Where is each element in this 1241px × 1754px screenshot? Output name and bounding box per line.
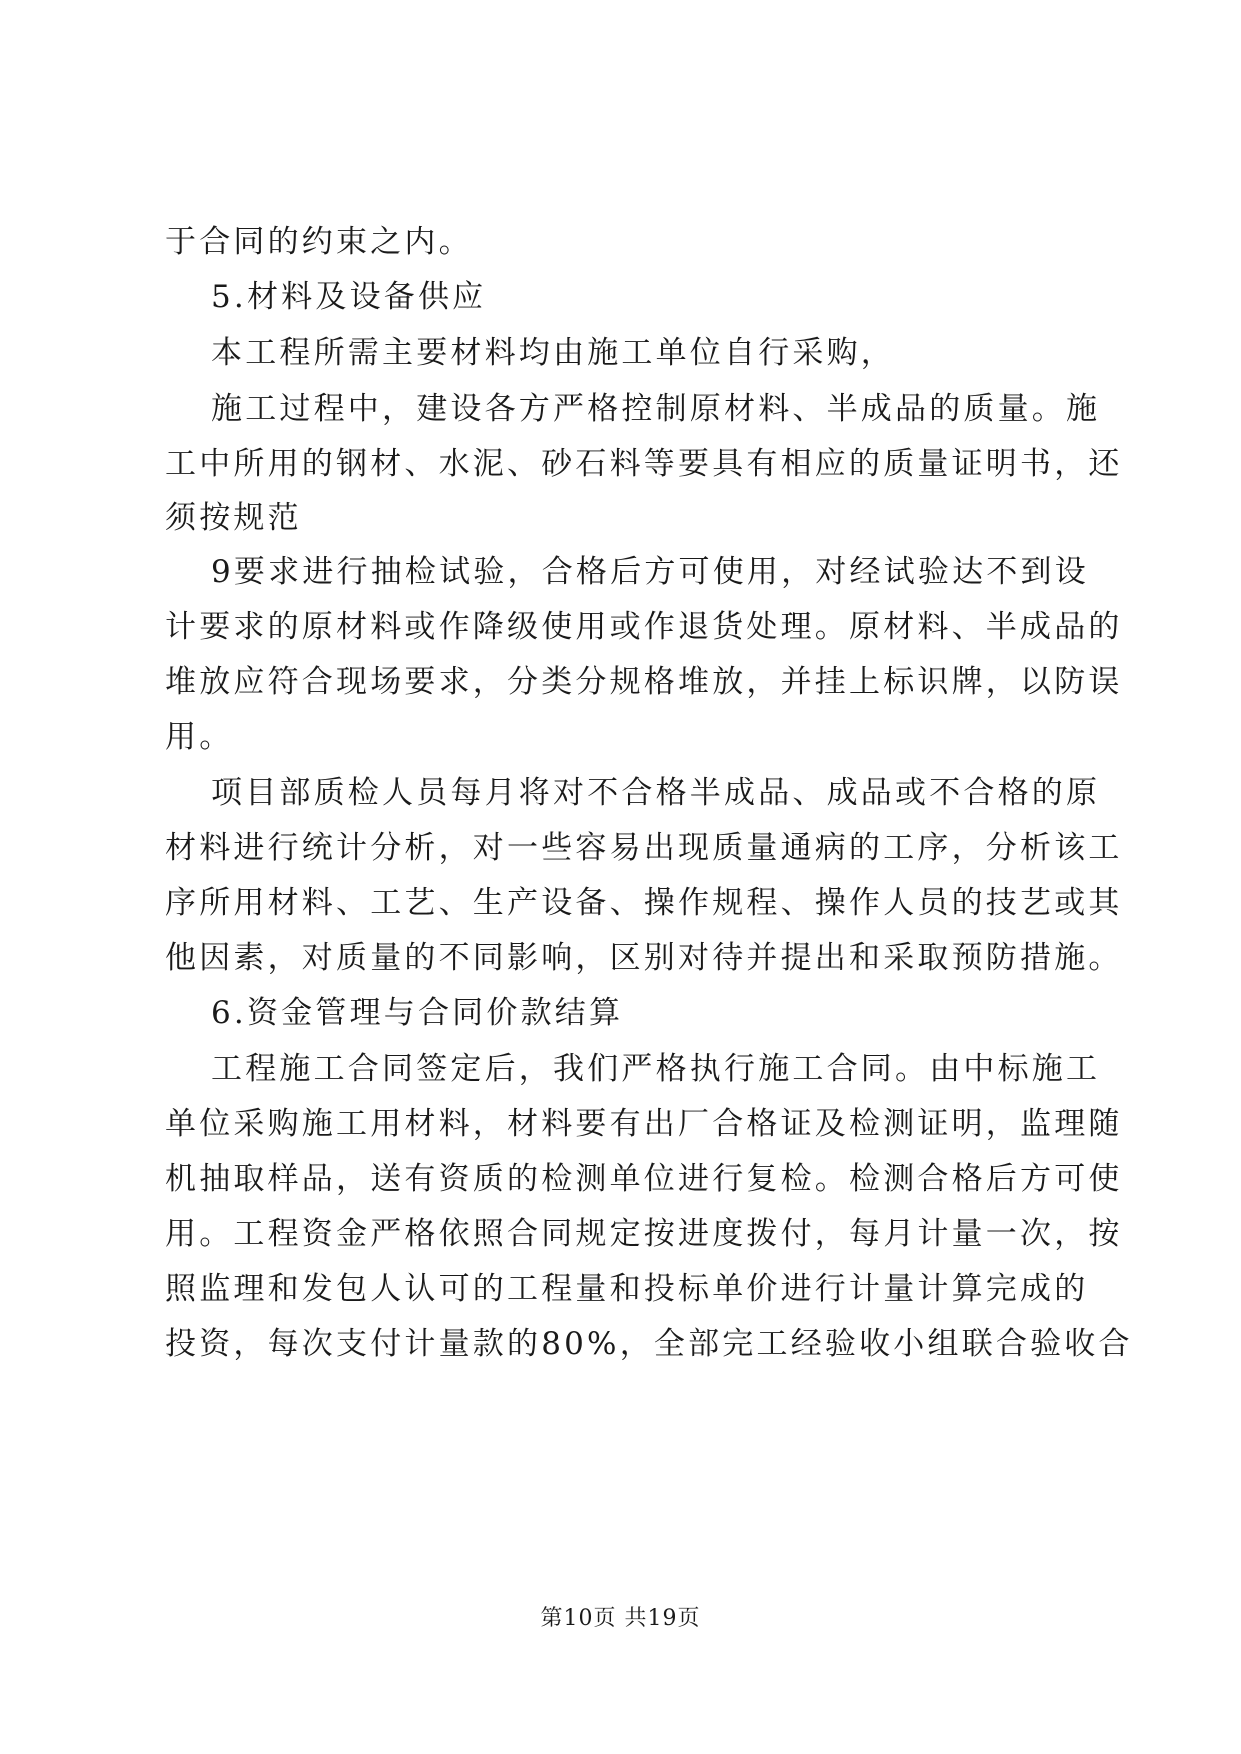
section-heading: 5.材料及设备供应 <box>211 279 487 315</box>
paragraph-start-line: 施工过程中，建设各方严格控制原材料、半成品的质量。施 <box>211 391 1101 427</box>
text-line: 他因素，对质量的不同影响，区别对待并提出和采取预防措施。 <box>165 940 1123 976</box>
text-line: 机抽取样品，送有资质的检测单位进行复检。检测合格后方可使 <box>165 1161 1123 1197</box>
text-line: 序所用材料、工艺、生产设备、操作规程、操作人员的技艺或其 <box>165 885 1123 921</box>
text-line: 工中所用的钢材、水泥、砂石料等要具有相应的质量证明书，还 <box>165 446 1123 482</box>
paragraph-start-line: 工程施工合同签定后，我们严格执行施工合同。由中标施工 <box>211 1051 1101 1087</box>
paragraph-start-line: 项目部质检人员每月将对不合格半成品、成品或不合格的原 <box>211 775 1101 811</box>
text-line: 计要求的原材料或作降级使用或作退货处理。原材料、半成品的 <box>165 609 1123 645</box>
text-line: 堆放应符合现场要求，分类分规格堆放，并挂上标识牌，以防误 <box>165 664 1123 700</box>
text-line: 投资，每次支付计量款的80%，全部完工经验收小组联合验收合 <box>165 1326 1133 1362</box>
text-line: 于合同的约束之内。 <box>165 224 473 260</box>
text-line: 照监理和发包人认可的工程量和投标单价进行计量计算完成的 <box>165 1271 1089 1307</box>
text-line: 材料进行统计分析，对一些容易出现质量通病的工序，分析该工 <box>165 830 1123 866</box>
paragraph-start-line: 本工程所需主要材料均由施工单位自行采购， <box>211 335 895 371</box>
paragraph-start-line: 9要求进行抽检试验，合格后方可使用，对经试验达不到设 <box>211 554 1089 590</box>
page-number-footer: 第10页 共19页 <box>540 1606 701 1631</box>
text-line: 用。 <box>165 719 234 755</box>
section-heading: 6.资金管理与合同价款结算 <box>211 995 624 1031</box>
text-line: 须按规范 <box>165 500 302 536</box>
text-line: 用。工程资金严格依照合同规定按进度拨付，每月计量一次，按 <box>165 1216 1123 1252</box>
text-line: 单位采购施工用材料，材料要有出厂合格证及检测证明，监理随 <box>165 1106 1123 1142</box>
